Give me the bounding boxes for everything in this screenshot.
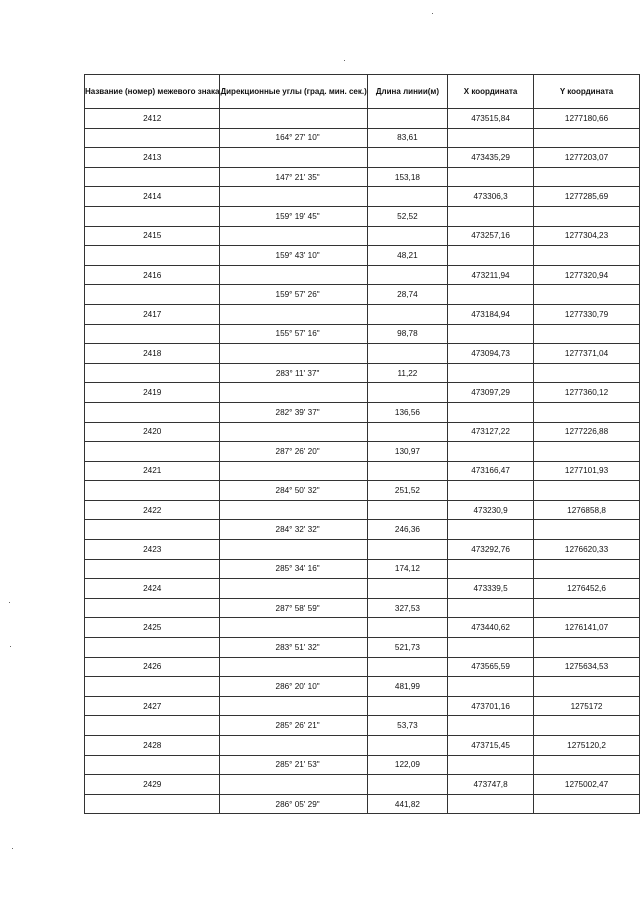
line-length: 251,52 [367, 481, 447, 501]
direction-angle: 286° 05' 29" [220, 794, 367, 814]
segment-row [85, 246, 640, 266]
empty-cell [534, 128, 640, 148]
empty-cell [85, 677, 220, 697]
empty-cell [448, 716, 534, 736]
x-coordinate: 473127,22 [448, 422, 534, 442]
line-length: 521,73 [367, 638, 447, 658]
header-name: Название (номер) межевого знака [85, 75, 220, 109]
direction-angle: 287° 26' 20" [220, 442, 367, 462]
empty-cell [448, 442, 534, 462]
empty-cell [220, 226, 367, 246]
direction-angle: 285° 21' 53" [220, 755, 367, 775]
scan-speck [9, 602, 10, 603]
point-name: 2421 [85, 461, 220, 481]
line-length: 481,99 [367, 677, 447, 697]
empty-cell [367, 736, 447, 756]
y-coordinate: 1277101,93 [534, 461, 640, 481]
y-coordinate: 1276452,6 [534, 579, 640, 599]
direction-angle: 282° 39' 37" [220, 402, 367, 422]
empty-cell [534, 559, 640, 579]
empty-cell [448, 285, 534, 305]
point-name: 2420 [85, 422, 220, 442]
point-name: 2428 [85, 736, 220, 756]
direction-angle: 285° 34' 16" [220, 559, 367, 579]
line-length: 98,78 [367, 324, 447, 344]
empty-cell [534, 402, 640, 422]
x-coordinate: 473292,76 [448, 540, 534, 560]
line-length: 48,21 [367, 246, 447, 266]
point-row [85, 579, 640, 599]
header-y: Y координата [534, 75, 640, 109]
scan-speck [12, 848, 13, 849]
y-coordinate: 1275172 [534, 696, 640, 716]
y-coordinate: 1276141,07 [534, 618, 640, 638]
empty-cell [85, 716, 220, 736]
empty-cell [448, 363, 534, 383]
y-coordinate: 1277330,79 [534, 304, 640, 324]
x-coordinate: 473565,59 [448, 657, 534, 677]
y-coordinate: 1275002,47 [534, 775, 640, 795]
empty-cell [367, 265, 447, 285]
empty-cell [367, 304, 447, 324]
point-row [85, 304, 640, 324]
empty-cell [85, 559, 220, 579]
y-coordinate: 1276620,33 [534, 540, 640, 560]
line-length: 130,97 [367, 442, 447, 462]
segment-row [85, 755, 640, 775]
empty-cell [367, 500, 447, 520]
point-name: 2418 [85, 344, 220, 364]
y-coordinate: 1275634,53 [534, 657, 640, 677]
point-name: 2426 [85, 657, 220, 677]
direction-angle: 159° 57' 26" [220, 285, 367, 305]
segment-row [85, 638, 640, 658]
y-coordinate: 1277226,88 [534, 422, 640, 442]
empty-cell [534, 716, 640, 736]
table-body [85, 109, 640, 814]
empty-cell [534, 520, 640, 540]
y-coordinate: 1277371,04 [534, 344, 640, 364]
empty-cell [85, 794, 220, 814]
line-length: 122,09 [367, 755, 447, 775]
segment-row [85, 128, 640, 148]
empty-cell [448, 324, 534, 344]
point-name: 2414 [85, 187, 220, 207]
empty-cell [534, 598, 640, 618]
segment-row [85, 677, 640, 697]
direction-angle: 287° 58' 59" [220, 598, 367, 618]
y-coordinate: 1277203,07 [534, 148, 640, 168]
x-coordinate: 473230,9 [448, 500, 534, 520]
empty-cell [367, 109, 447, 129]
point-row [85, 618, 640, 638]
empty-cell [448, 246, 534, 266]
scan-speck [10, 646, 11, 647]
empty-cell [367, 696, 447, 716]
empty-cell [85, 206, 220, 226]
line-length: 327,53 [367, 598, 447, 618]
segment-row [85, 520, 640, 540]
empty-cell [367, 540, 447, 560]
point-name: 2419 [85, 383, 220, 403]
empty-cell [85, 442, 220, 462]
empty-cell [448, 638, 534, 658]
point-name: 2416 [85, 265, 220, 285]
empty-cell [85, 363, 220, 383]
direction-angle: 155° 57' 16" [220, 324, 367, 344]
empty-cell [534, 246, 640, 266]
y-coordinate: 1277285,69 [534, 187, 640, 207]
point-row [85, 265, 640, 285]
line-length: 83,61 [367, 128, 447, 148]
empty-cell [85, 520, 220, 540]
empty-cell [85, 128, 220, 148]
point-name: 2423 [85, 540, 220, 560]
segment-row [85, 324, 640, 344]
empty-cell [220, 344, 367, 364]
x-coordinate: 473440,62 [448, 618, 534, 638]
empty-cell [448, 128, 534, 148]
line-length: 52,52 [367, 206, 447, 226]
empty-cell [448, 167, 534, 187]
empty-cell [85, 285, 220, 305]
empty-cell [534, 794, 640, 814]
point-row [85, 775, 640, 795]
empty-cell [85, 481, 220, 501]
segment-row [85, 481, 640, 501]
segment-row [85, 598, 640, 618]
point-row [85, 736, 640, 756]
empty-cell [220, 500, 367, 520]
y-coordinate: 1275120,2 [534, 736, 640, 756]
direction-angle: 286° 20' 10" [220, 677, 367, 697]
line-length: 53,73 [367, 716, 447, 736]
empty-cell [448, 206, 534, 226]
scan-speck [432, 13, 433, 14]
direction-angle: 284° 50' 32" [220, 481, 367, 501]
point-name: 2424 [85, 579, 220, 599]
point-row [85, 540, 640, 560]
y-coordinate: 1277320,94 [534, 265, 640, 285]
empty-cell [534, 481, 640, 501]
direction-angle: 285° 26' 21" [220, 716, 367, 736]
x-coordinate: 473747,8 [448, 775, 534, 795]
empty-cell [534, 363, 640, 383]
empty-cell [367, 148, 447, 168]
direction-angle: 159° 43' 10" [220, 246, 367, 266]
segment-row [85, 206, 640, 226]
segment-row [85, 716, 640, 736]
direction-angle: 284° 32' 32" [220, 520, 367, 540]
point-row [85, 500, 640, 520]
line-length: 136,56 [367, 402, 447, 422]
segment-row [85, 559, 640, 579]
empty-cell [534, 677, 640, 697]
y-coordinate: 1277360,12 [534, 383, 640, 403]
point-row [85, 109, 640, 129]
point-row [85, 148, 640, 168]
point-name: 2429 [85, 775, 220, 795]
header-row [85, 75, 640, 109]
empty-cell [448, 598, 534, 618]
empty-cell [220, 422, 367, 442]
empty-cell [448, 481, 534, 501]
empty-cell [367, 657, 447, 677]
empty-cell [220, 148, 367, 168]
empty-cell [367, 187, 447, 207]
empty-cell [448, 559, 534, 579]
scan-speck [344, 60, 345, 61]
empty-cell [220, 657, 367, 677]
point-name: 2415 [85, 226, 220, 246]
empty-cell [220, 696, 367, 716]
empty-cell [85, 246, 220, 266]
segment-row [85, 442, 640, 462]
point-name: 2413 [85, 148, 220, 168]
empty-cell [85, 755, 220, 775]
empty-cell [85, 638, 220, 658]
x-coordinate: 473515,84 [448, 109, 534, 129]
empty-cell [85, 402, 220, 422]
empty-cell [85, 167, 220, 187]
empty-cell [85, 324, 220, 344]
empty-cell [534, 638, 640, 658]
x-coordinate: 473306,3 [448, 187, 534, 207]
y-coordinate: 1276858,8 [534, 500, 640, 520]
x-coordinate: 473701,16 [448, 696, 534, 716]
empty-cell [367, 618, 447, 638]
empty-cell [534, 206, 640, 226]
line-length: 28,74 [367, 285, 447, 305]
x-coordinate: 473211,94 [448, 265, 534, 285]
empty-cell [534, 442, 640, 462]
point-row [85, 657, 640, 677]
segment-row [85, 794, 640, 814]
x-coordinate: 473094,73 [448, 344, 534, 364]
direction-angle: 159° 19' 45" [220, 206, 367, 226]
direction-angle: 164° 27' 10" [220, 128, 367, 148]
direction-angle: 283° 51' 32" [220, 638, 367, 658]
point-name: 2427 [85, 696, 220, 716]
empty-cell [534, 167, 640, 187]
empty-cell [220, 579, 367, 599]
point-row [85, 422, 640, 442]
segment-row [85, 285, 640, 305]
point-row [85, 383, 640, 403]
segment-row [85, 402, 640, 422]
empty-cell [367, 422, 447, 442]
point-row [85, 187, 640, 207]
empty-cell [220, 461, 367, 481]
empty-cell [220, 109, 367, 129]
x-coordinate: 473097,29 [448, 383, 534, 403]
segment-row [85, 167, 640, 187]
header-length: Длина линии(м) [367, 75, 447, 109]
segment-row [85, 363, 640, 383]
empty-cell [367, 383, 447, 403]
x-coordinate: 473184,94 [448, 304, 534, 324]
empty-cell [534, 324, 640, 344]
empty-cell [220, 775, 367, 795]
line-length: 153,18 [367, 167, 447, 187]
empty-cell [534, 755, 640, 775]
empty-cell [220, 304, 367, 324]
line-length: 246,36 [367, 520, 447, 540]
point-name: 2422 [85, 500, 220, 520]
point-name: 2417 [85, 304, 220, 324]
point-row [85, 344, 640, 364]
empty-cell [367, 344, 447, 364]
empty-cell [220, 736, 367, 756]
coordinates-table [84, 74, 640, 814]
empty-cell [367, 461, 447, 481]
header-angle: Дирекционные углы (град. мин. сек.) [220, 75, 367, 109]
point-row [85, 461, 640, 481]
point-name: 2425 [85, 618, 220, 638]
x-coordinate: 473339,5 [448, 579, 534, 599]
empty-cell [534, 285, 640, 305]
empty-cell [220, 618, 367, 638]
empty-cell [220, 540, 367, 560]
direction-angle: 283° 11' 37" [220, 363, 367, 383]
point-row [85, 226, 640, 246]
y-coordinate: 1277180,66 [534, 109, 640, 129]
point-row [85, 696, 640, 716]
empty-cell [367, 775, 447, 795]
header-x: X координата [448, 75, 534, 109]
y-coordinate: 1277304,23 [534, 226, 640, 246]
line-length: 174,12 [367, 559, 447, 579]
x-coordinate: 473166,47 [448, 461, 534, 481]
line-length: 441,82 [367, 794, 447, 814]
empty-cell [220, 383, 367, 403]
empty-cell [448, 677, 534, 697]
empty-cell [85, 598, 220, 618]
direction-angle: 147° 21' 35" [220, 167, 367, 187]
empty-cell [448, 402, 534, 422]
x-coordinate: 473435,29 [448, 148, 534, 168]
empty-cell [220, 265, 367, 285]
empty-cell [367, 226, 447, 246]
empty-cell [220, 187, 367, 207]
empty-cell [448, 520, 534, 540]
x-coordinate: 473715,45 [448, 736, 534, 756]
empty-cell [367, 579, 447, 599]
line-length: 11,22 [367, 363, 447, 383]
empty-cell [448, 794, 534, 814]
point-name: 2412 [85, 109, 220, 129]
x-coordinate: 473257,16 [448, 226, 534, 246]
empty-cell [448, 755, 534, 775]
